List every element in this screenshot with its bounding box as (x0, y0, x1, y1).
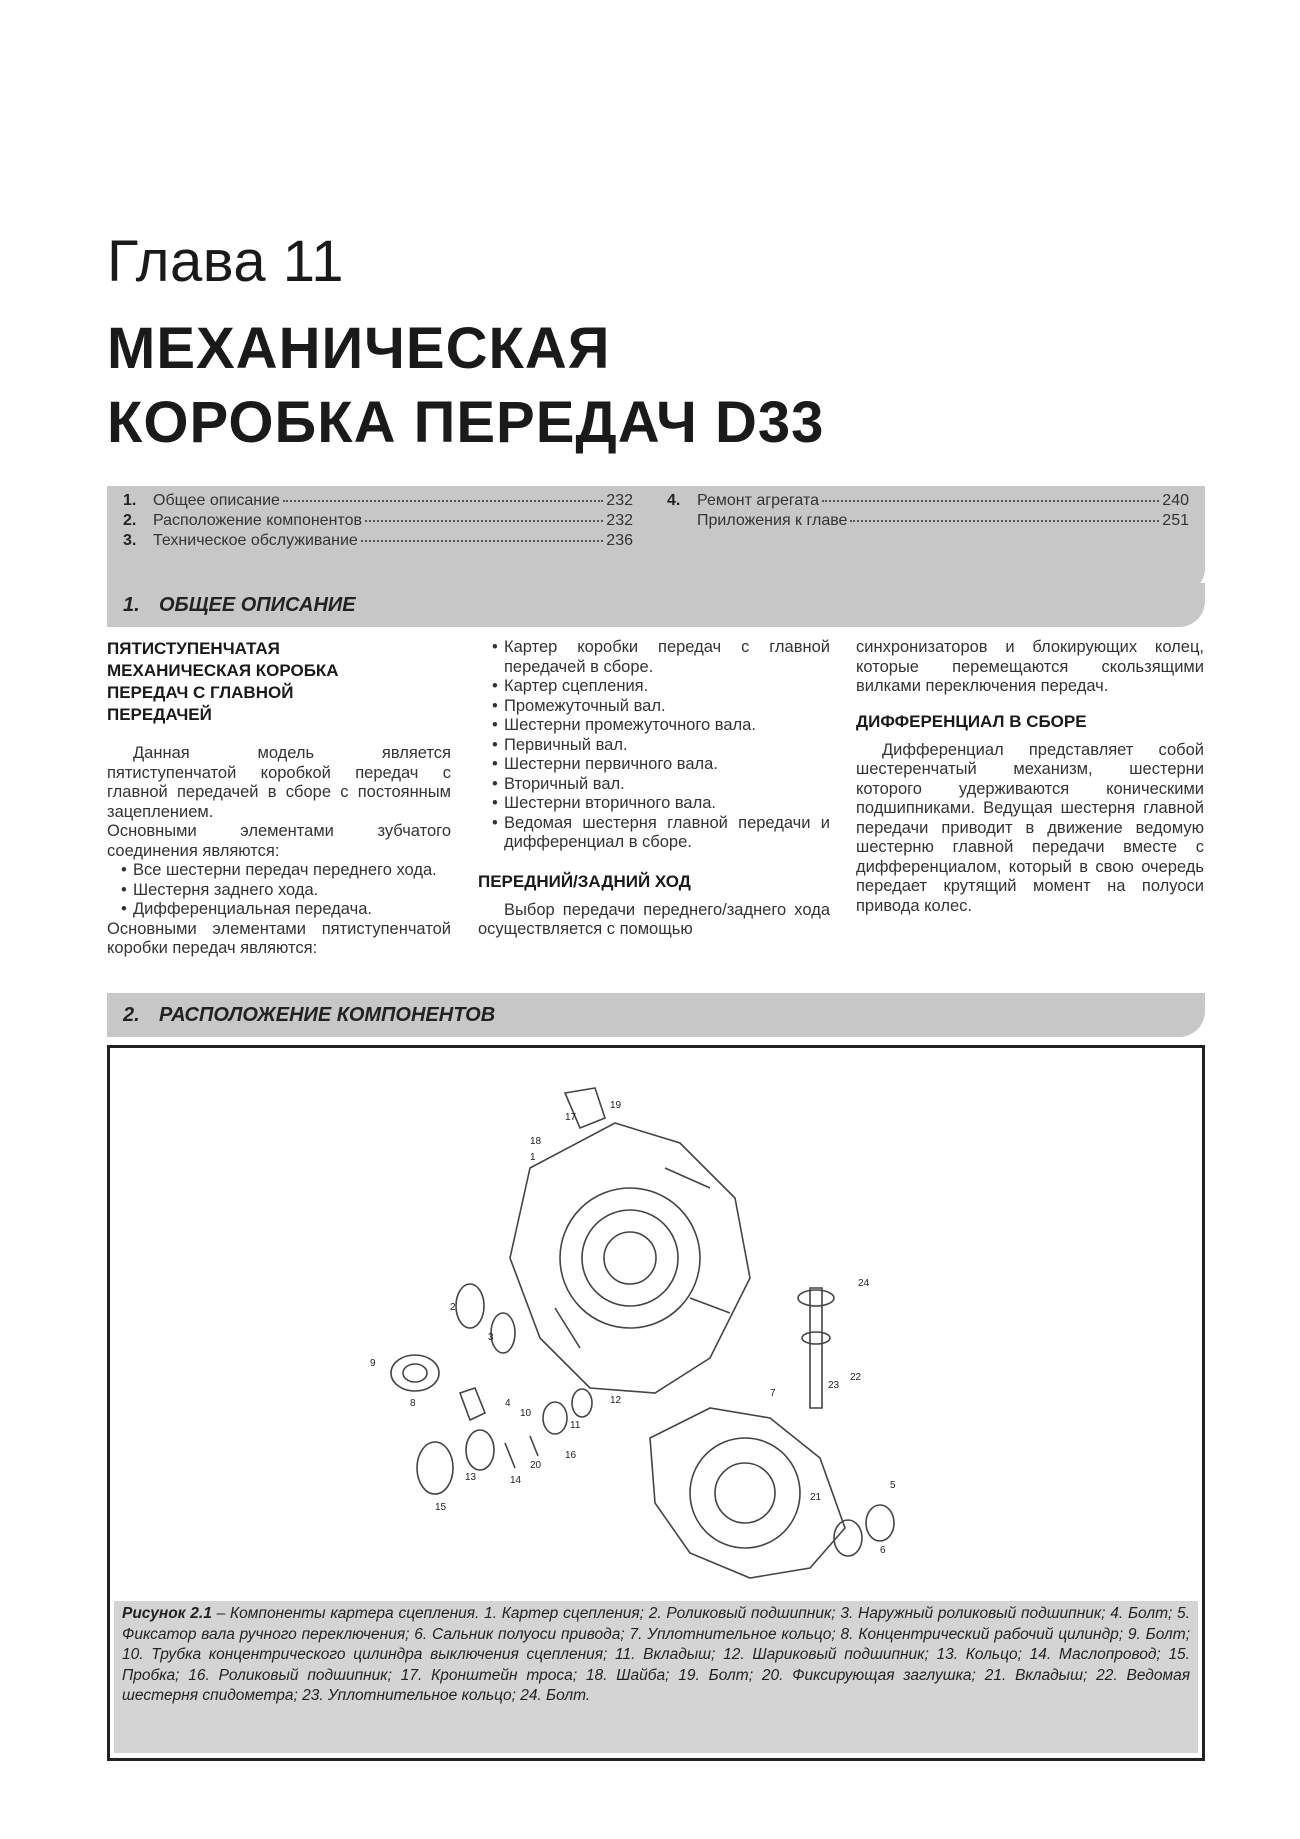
toc-leader (283, 500, 603, 502)
section-title: РАСПОЛОЖЕНИЕ КОМПОНЕНТОВ (159, 1003, 496, 1026)
section-title: ОБЩЕЕ ОПИСАНИЕ (159, 593, 356, 616)
section-header-general (107, 583, 1205, 627)
toc-entry-number: 2. (123, 512, 137, 529)
toc-entry[interactable] (667, 512, 1189, 532)
list-item: • Дифференциальная передача. (107, 900, 451, 920)
section-header-components (107, 993, 1205, 1037)
callout-label: 11 (570, 1420, 581, 1431)
callout-label: 24 (858, 1278, 870, 1289)
toc-entry-label: Общее описание (153, 492, 280, 509)
list-item: • Шестерни промежуточного вала. (478, 716, 830, 736)
callout-label: 1 (530, 1152, 536, 1163)
toc-right-column (667, 492, 1189, 532)
callout-label: 7 (770, 1388, 776, 1399)
callout-label: 9 (370, 1358, 376, 1369)
section-number: 2. (123, 1003, 140, 1026)
callout-label: 20 (530, 1460, 542, 1471)
toc-left-column (123, 492, 633, 552)
paragraph: Основными элементами зубчатого соединения являются: (107, 822, 451, 860)
chapter-title (107, 312, 824, 460)
figure-2-1 (107, 1045, 1205, 1761)
callout-label: 13 (465, 1472, 477, 1483)
toc-entry-page: 232 (606, 512, 633, 529)
paragraph: Дифференциал представляет собой шестеренчатый механизм, шестерни которого удерживаются коническими подшипниками. Ведущая шестерня главной передачи приводит в движение ведомую шестерню главной передачи вместе с дифференциалом, который в свою очередь передает крутящий момент на полуоси привода колес. (856, 740, 1204, 915)
paragraph: синхронизаторов и блокирующих колец, которые перемещаются скользящими вилками переключения передач. (856, 638, 1204, 695)
subsection-heading: ДИФФЕРЕНЦИАЛ В СБОРЕ (856, 711, 1087, 731)
callout-label: 19 (610, 1100, 622, 1111)
callout-label: 3 (488, 1332, 494, 1343)
callout-label: 12 (610, 1395, 622, 1406)
section-number: 1. (123, 593, 140, 616)
subsection-heading: ПЯТИСТУПЕНЧАТАЯ МЕХАНИЧЕСКАЯ КОРОБКА ПЕРЕДАЧ С ГЛАВНОЙ ПЕРЕДАЧЕЙ (107, 639, 339, 724)
callout-label: 15 (435, 1502, 447, 1513)
callout-label: 5 (890, 1480, 896, 1491)
list-item: • Промежуточный вал. (478, 697, 830, 717)
toc-leader (850, 520, 1159, 522)
toc-entry-number: 1. (123, 492, 137, 509)
toc-entry[interactable] (123, 492, 633, 512)
toc-entry-page: 236 (606, 532, 633, 549)
callout-label: 2 (450, 1302, 456, 1313)
list-item: • Шестерни первичного вала. (478, 755, 830, 775)
paragraph: Основными элементами пятиступенчатой коробки передач являются: (107, 919, 451, 957)
toc-entry-label: Ремонт агрегата (697, 492, 819, 509)
callout-label: 17 (565, 1112, 577, 1123)
text-column-1 (107, 638, 451, 959)
toc-entry[interactable] (123, 512, 633, 532)
list-item: • Первичный вал. (478, 736, 830, 756)
toc-entry-page: 240 (1162, 492, 1189, 509)
subsection-heading: ПЕРЕДНИЙ/ЗАДНИЙ ХОД (478, 871, 691, 891)
list-item: • Шестерни вторичного вала. (478, 794, 830, 814)
list-item: • Вторичный вал. (478, 775, 830, 795)
callout-label: 23 (828, 1380, 840, 1391)
callout-label: 16 (565, 1450, 577, 1461)
toc-entry-label: Приложения к главе (697, 512, 848, 529)
toc-leader (822, 500, 1159, 502)
list-item: • Шестерня заднего хода. (107, 881, 451, 901)
callout-label: 18 (530, 1136, 542, 1147)
toc-entry-page: 232 (606, 492, 633, 509)
callout-label: 4 (505, 1398, 511, 1409)
list-item: • Все шестерни передач переднего хода. (107, 861, 451, 881)
toc-leader (361, 540, 604, 542)
chapter-number: Глава 11 (107, 229, 344, 294)
callout-label: 14 (510, 1475, 522, 1486)
figure-caption (114, 1601, 1198, 1753)
chapter-title-line1: МЕХАНИЧЕСКАЯ (107, 316, 611, 381)
toc-entry[interactable] (123, 532, 633, 552)
clutch-housing-exploded-diagram (110, 1048, 1202, 1588)
list-item: • Картер сцепления. (478, 677, 830, 697)
callout-label: 22 (850, 1372, 862, 1383)
chapter-title-line2: КОРОБКА ПЕРЕДАЧ D33 (107, 390, 825, 455)
toc-entry-page: 251 (1162, 512, 1189, 529)
toc-leader (365, 520, 603, 522)
clutch-housing-upper (510, 1123, 750, 1393)
toc-entry-label: Расположение компонентов (153, 512, 362, 529)
callout-label: 8 (410, 1398, 416, 1409)
callout-label: 6 (880, 1545, 886, 1556)
paragraph: Данная модель является пятиступенчатой коробкой передач с главной передачей в сборе с постоянным зацеплением. (107, 744, 451, 821)
table-of-contents (107, 486, 1205, 594)
callout-label: 21 (810, 1492, 822, 1503)
toc-entry-number: 4. (667, 492, 681, 509)
toc-entry[interactable] (667, 492, 1189, 512)
list-item: • Картер коробки передач с главной передачей в сборе. (478, 638, 830, 677)
toc-entry-label: Техническое обслуживание (153, 532, 358, 549)
text-column-3 (856, 638, 1204, 916)
caption-text: – Компоненты картера сцепления. 1. Картер сцепления; 2. Роликовый подшипник; 3. Наружный роликовый подшипник; 4. Болт; 5. Фиксатор вала ручного переключения; 6. Сальник полуоси привода; 7. Уплотнительное кольцо; 8. Концентрический рабочий цилиндр; 9. Болт; 10. Трубка концентрического цилиндра выключения сцепления; 11. Вкладыш; 12. Шариковый подшипник; 13. Кольцо; 14. Маслопровод; 15. Пробка; 16. Роликовый подшипник; 17. Кронштейн троса; 18. Шайба; 19. Болт; 20. Фиксирующая заглушка; 21. Вкладыш; 22. Ведомая шестерня спидометра; 23. Уплотнительное кольцо; 24. Болт. (122, 1605, 1190, 1704)
text-column-2 (478, 638, 830, 940)
toc-entry-number: 3. (123, 532, 137, 549)
caption-label: Рисунок 2.1 (122, 1605, 212, 1622)
paragraph: Выбор передачи переднего/заднего хода осуществляется с помощью (478, 900, 830, 938)
callout-label: 10 (520, 1408, 532, 1419)
list-item: • Ведомая шестерня главной передачи и дифференциал в сборе. (478, 814, 830, 853)
